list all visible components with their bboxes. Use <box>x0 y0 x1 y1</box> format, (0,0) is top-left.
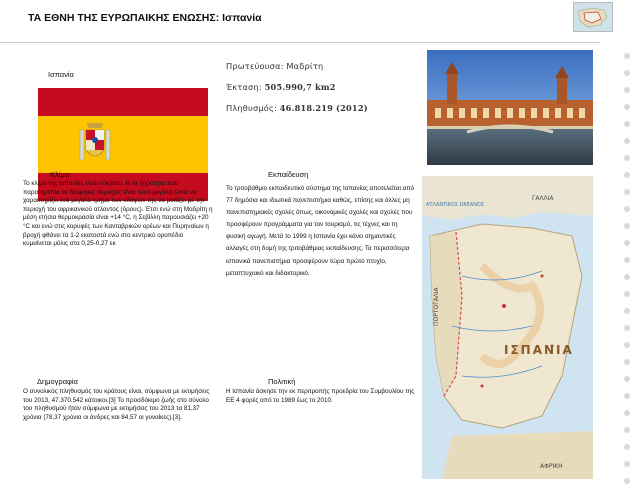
education-text: Το τριτοβάθμιο εκπαιδευτικό σύστημα της Ισπανίας αποτελείται από 77 δημόσια και ιδιωτικά πανεπιστήμια καθώς, επίσης και άλλες μη πανεπιστημιακές σχολές όπως, οικονομικές σχολές και σχολές που προσφέρουν προγράμματα για τον τουρισμό, τις τέχνες και τη φυσική αγωγή. Μετά το 1999 η Ισπανία έχει κάνει σημαντικές αλλαγές στη δομή της τριτοβάθμιας εκπαίδευσης. Τα περισσότερα ισπανικά πανεπιστήμια προσφέρουν τώρα πρώτο πτυχίο, μεταπτυχιακό και διδακτορικό. <box>226 185 415 277</box>
map-label-africa: ΑΦΡΙΚΗ <box>540 463 563 470</box>
flag-label: Ισπανία <box>48 70 74 79</box>
nav-dot[interactable] <box>624 138 630 144</box>
nav-dot[interactable] <box>624 223 630 229</box>
population-label: Πληθυσμός: <box>226 103 277 113</box>
population-text <box>226 103 368 113</box>
header-divider <box>0 42 600 43</box>
nav-dot[interactable] <box>624 342 630 348</box>
nav-dot[interactable] <box>624 393 630 399</box>
demography-text: Ο συνολικός πληθυσμός του κράτους είναι, σύμφωνα με εκτιμήσεις του 2013, 47.370.542 κάτοικοι.[3] Το προσδόκιμο ζωής στο σύνολο του πληθυσμού ήταν σύμφωνα με εκτιμήσεις του 2013 τα 81,37 χρόνια (78,37 χρόνια οι άνδρες και 84,57 οι γυναίκες).[3]. <box>23 388 210 421</box>
nav-dot[interactable] <box>624 104 630 110</box>
area-text <box>226 82 336 92</box>
education-heading: Εκπαίδευση <box>268 170 309 179</box>
nav-dot[interactable] <box>624 121 630 127</box>
map-label-france: ΓΑΛΛΙΑ <box>532 195 554 202</box>
nav-dot[interactable] <box>624 359 630 365</box>
nav-dot[interactable] <box>624 274 630 280</box>
nav-dot[interactable] <box>624 70 630 76</box>
nav-dot[interactable] <box>624 189 630 195</box>
area-value: 505.990,7 km2 <box>264 82 336 92</box>
nav-dot[interactable] <box>624 308 630 314</box>
nav-dot[interactable] <box>624 410 630 416</box>
nav-dot[interactable] <box>624 87 630 93</box>
nav-dot[interactable] <box>624 376 630 382</box>
climate-heading: Κλίμα <box>50 170 70 179</box>
page-title: ΤΑ ΕΘΝΗ ΤΗΣ ΕΥΡΩΠΑΙΚΗΣ ΕΝΩΣΗΣ: Ισπανία <box>28 12 262 24</box>
demography-heading: Δημογραφία <box>37 377 78 386</box>
flag-red-stripe <box>38 88 208 116</box>
plaza-photo <box>427 50 593 165</box>
climate-text: Το κλίμα της Ισπανίας είναι εύκρατο. Η δε ξηρότητα που παρατηρείται σε διάφορες περιοχές είναι τόσο μεγάλη ώστε να χαρακτηρίζει ένα μεγάλο τμήμα των εδαφών της να μοιάζει με την περιοχή του αφρικανικού ατλαντος (όρους). Έτσι ενώ στη Μαδρίτη η μέση ετήσια θερμοκρασία είναι +14 °C, η Σεβίλλη παρουσιάζει +20 °C και ενώ στις κορυφές των Κανταβρικών ορέων και Πυρηναίων η βροχή φθάνει τα 1-2 εκατοστά ενώ στο κεντρικό οροπέδιο κυμαίνεται μόλις στα 0,25-0,27 εκ <box>23 180 213 248</box>
nav-dot[interactable] <box>624 461 630 467</box>
flag-yellow-stripe <box>38 116 208 173</box>
nav-dot[interactable] <box>624 155 630 161</box>
nav-dot[interactable] <box>624 325 630 331</box>
map-label-portugal: ΠΟΡΤΟΓΑΛΙΑ <box>433 287 440 326</box>
nav-dot[interactable] <box>624 172 630 178</box>
nav-dot[interactable] <box>624 240 630 246</box>
map-label-spain: ΙΣΠΑΝΙΑ <box>504 343 574 357</box>
spain-map <box>422 176 593 479</box>
nav-dot[interactable] <box>624 206 630 212</box>
map-label-ocean: ΑΤΛΑΝΤΙΚΟΣ ΩΚΕΑΝΟΣ <box>426 202 485 208</box>
nav-dot[interactable] <box>624 291 630 297</box>
population-value: 46.818.219 (2012) <box>279 103 368 113</box>
politics-heading: Πολιτική <box>268 377 296 386</box>
area-label: Έκταση: <box>226 82 262 92</box>
slide-nav-dots <box>620 13 634 495</box>
thumbnail-map[interactable] <box>573 2 613 32</box>
politics-text: Η Ισπανία άσκησε την εκ περιτροπής προεδρία του Συμβουλίου της ΕΕ 4 φορές από το 1989 έως το 2010. <box>226 388 415 404</box>
nav-dot[interactable] <box>624 444 630 450</box>
coat-of-arms-icon <box>78 120 112 168</box>
capital-text: Πρωτεύουσα: Μαδρίτη <box>226 61 324 71</box>
nav-dot[interactable] <box>624 53 630 59</box>
nav-dot[interactable] <box>624 257 630 263</box>
nav-dot[interactable] <box>624 427 630 433</box>
